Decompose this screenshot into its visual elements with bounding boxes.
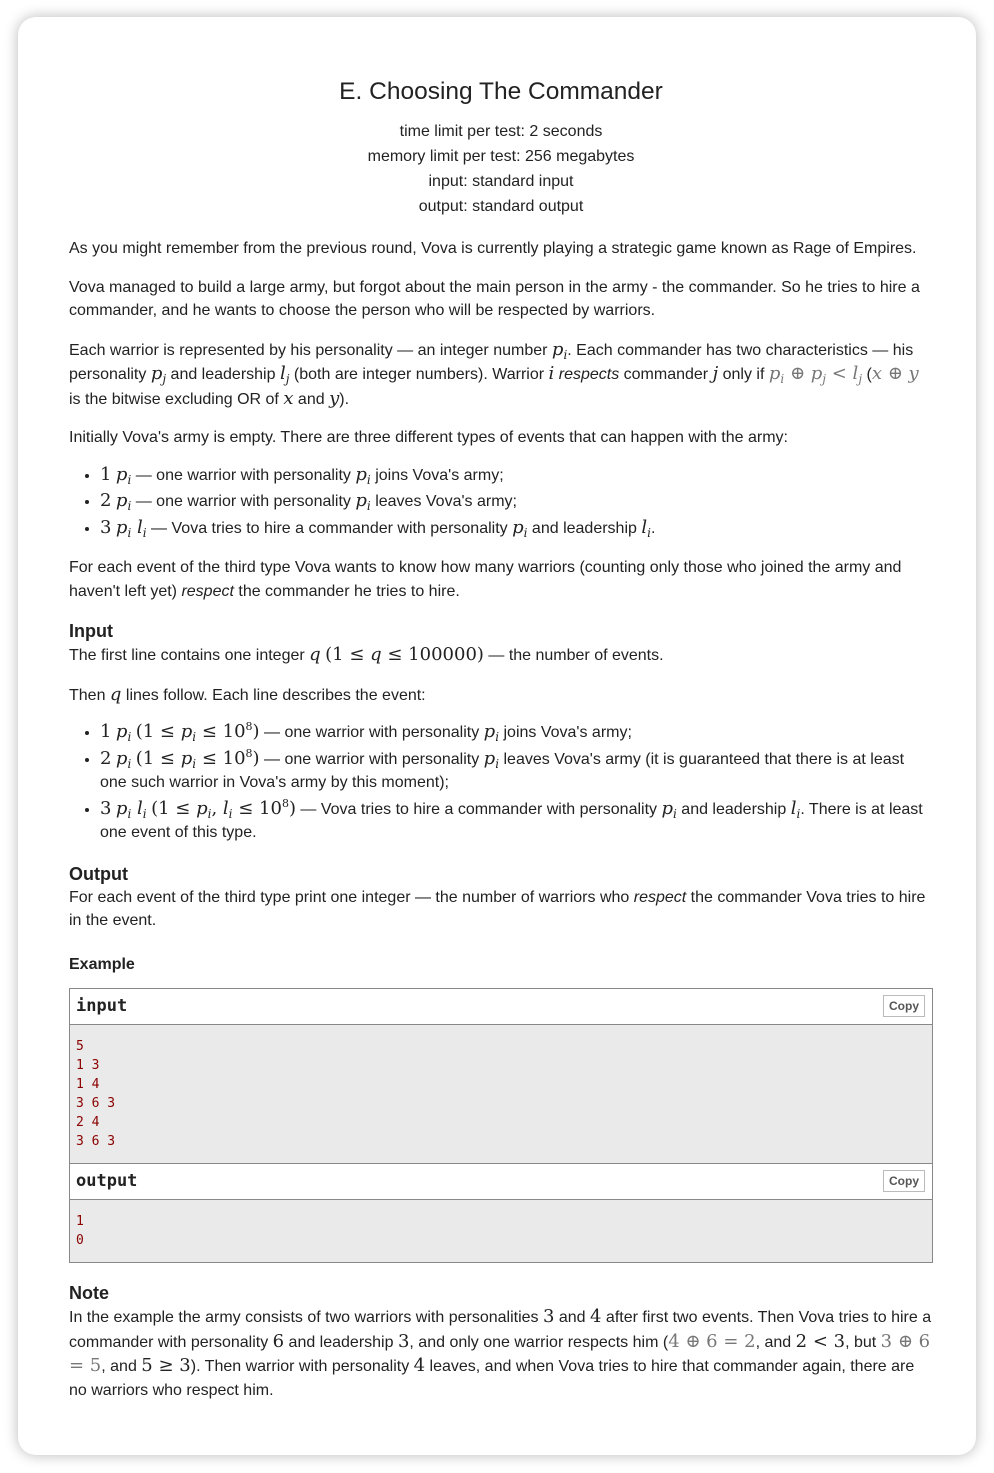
sample-output-label: output bbox=[76, 1171, 138, 1191]
note-paragraph: In the example the army consists of two warriors with personalities 3 and 4 after first two events. Then Vova tries to hire a commander with personality 6 and leadership 3, and only one warrior respects him (4 ⊕ 6 = 2, and 2 < 3, but 3 ⊕ 6 = 5, and 5 ≥ 3). Then warrior with personality 4 leaves, and when Vova tries to hire that commander again, there are no warriors who respect him. bbox=[69, 1306, 932, 1399]
problem-limits bbox=[69, 119, 933, 219]
output-file: output: standard output bbox=[418, 198, 584, 215]
time-limit: time limit per test: 2 seconds bbox=[399, 123, 603, 140]
problem-title: E. Choosing The Commander bbox=[339, 78, 663, 105]
legend-paragraph-4: Initially Vova's army is empty. There are three different types of events that can happen with the army: bbox=[69, 429, 788, 446]
legend-paragraph-3: Each warrior is represented by his personality — an integer number $p_i$. Each commander has two characteristics — his personality $p_j$ and leadership $l_j$ (both are integer numbers). Warrior i respects commander j only if $p_i$ ⊕ $p_j < l_j$ (x ⊕ y is the bitwise excluding OR of x and y). bbox=[69, 338, 919, 409]
list-item: • 3 $p_i$ $l_i$ ($1 \le p_i$, $l_i \le 10^8$) — Vova tries to hire a commander with personality $p_i$ and leadership $l_i$. There is at least one event of this type. bbox=[100, 796, 933, 846]
sample-input-line: 3 6 3 bbox=[76, 1134, 116, 1149]
sample-test bbox=[69, 988, 933, 1263]
input-file: input: standard input bbox=[428, 173, 574, 190]
sample-output-body bbox=[70, 1200, 932, 1262]
event-types-list bbox=[69, 462, 933, 542]
sample-input-line: 1 3 bbox=[76, 1058, 100, 1073]
sample-output-header bbox=[70, 1164, 932, 1200]
list-item: • 2 $p_i$ — one warrior with personality $p_i$ leaves Vova's army; bbox=[100, 488, 933, 515]
sample-input-line: 1 4 bbox=[76, 1077, 100, 1092]
sample-input-line: 3 6 3 bbox=[76, 1096, 116, 1111]
input-paragraph-1: The first line contains one integer q (1 ≤ q ≤ 100000) — the number of events. bbox=[69, 644, 664, 665]
list-item: • 3 $p_i$ $l_i$ — Vova tries to hire a commander with personality $p_i$ and leadership $l_i$. bbox=[100, 515, 933, 542]
legend-paragraph-5: For each event of the third type Vova wants to know how many warriors (counting only those who joined the army and haven't left yet) respect the commander he tries to hire. bbox=[69, 559, 902, 600]
sample-input-line: 2 4 bbox=[76, 1115, 100, 1130]
input-events-list bbox=[69, 719, 933, 846]
problem-statement bbox=[69, 17, 933, 1402]
list-item: • 1 $p_i$ $(1 \le p_i \le 10^8)$ — one warrior with personality $p_i$ joins Vova's army; bbox=[100, 719, 933, 746]
copy-output-button[interactable]: Copy bbox=[883, 1170, 925, 1192]
legend-paragraph-2: Vova managed to build a large army, but forgot about the main person in the army - the commander. So he tries to hire a commander, and he wants to choose the person who will be respected by warriors. bbox=[69, 278, 920, 319]
output-paragraph: For each event of the third type print one integer — the number of warriors who respect the commander Vova tries to hire in the event. bbox=[69, 888, 926, 929]
sample-output-line: 1 bbox=[76, 1214, 84, 1229]
sample-input-body bbox=[70, 1025, 932, 1164]
problem-card bbox=[18, 17, 976, 1455]
output-section-title: Output bbox=[69, 863, 128, 884]
note-section-title: Note bbox=[69, 1283, 109, 1303]
sample-input-label: input bbox=[76, 996, 128, 1016]
list-item: • 2 $p_i$ $(1 \le p_i \le 10^8)$ — one warrior with personality $p_i$ leaves Vova's army (it is guaranteed that there is at least one such warrior in Vova's army by this moment); bbox=[100, 746, 933, 796]
sample-input-header bbox=[70, 989, 932, 1025]
sample-output-line: 0 bbox=[76, 1233, 84, 1248]
copy-input-button[interactable]: Copy bbox=[883, 995, 925, 1017]
input-paragraph-2: Then q lines follow. Each line describes the event: bbox=[69, 683, 426, 705]
memory-limit: memory limit per test: 256 megabytes bbox=[367, 148, 635, 165]
list-item: • 1 $p_i$ — one warrior with personality $p_i$ joins Vova's army; bbox=[100, 462, 933, 489]
example-title: Example bbox=[69, 955, 135, 973]
sample-input-line: 5 bbox=[76, 1039, 84, 1054]
input-section-title: Input bbox=[69, 621, 113, 641]
legend-paragraph-1: As you might remember from the previous round, Vova is currently playing a strategic game known as Rage of Empires. bbox=[69, 240, 917, 257]
